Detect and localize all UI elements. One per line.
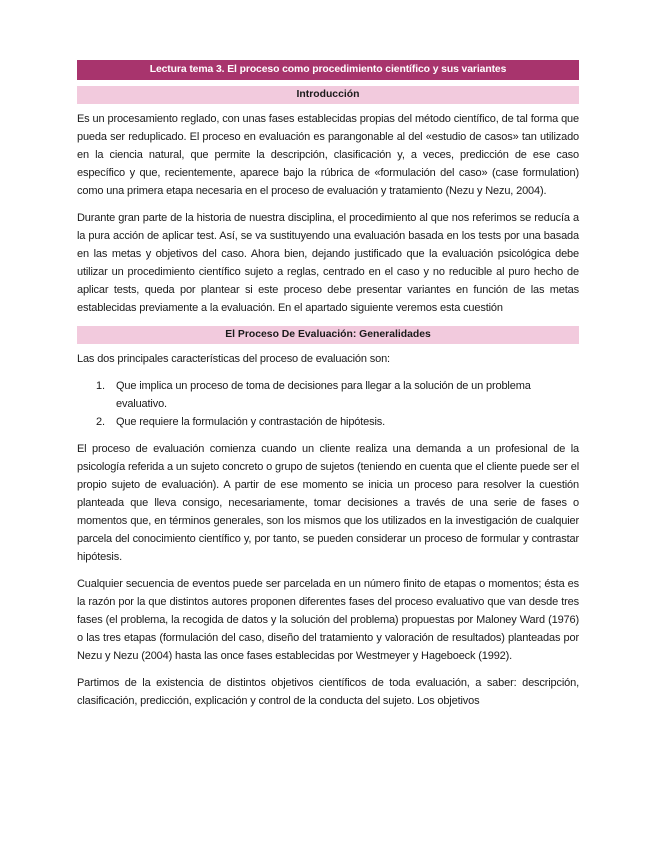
list-item-text: Que requiere la formulación y contrastación de hipótesis. [116, 416, 386, 428]
characteristics-list [77, 377, 579, 431]
paragraph-gap [77, 317, 579, 326]
document-title: Lectura tema 3. El proceso como procedimiento científico y sus variantes [77, 60, 579, 80]
section-heading-generalidades: El Proceso De Evaluación: Generalidades [77, 326, 579, 344]
list-item-text: Que implica un proceso de toma de decisiones para llegar a la solución de un problema evaluativo. [116, 380, 531, 410]
section-heading-introduccion: Introducción [77, 86, 579, 104]
list-item-number: 2. [96, 416, 105, 428]
generalidades-paragraph-2: Cualquier secuencia de eventos puede ser parcelada en un número finito de etapas o momentos; ésta es la razón por la que distintos autores proponen diferentes fases del proceso evaluativo que van desde tres fases (el problema, la recogida de datos y la solución del problema) propuestas por Maloney Ward (1976) o las tres etapas (formulación del caso, diseño del tratamiento y valoración de resultados) planteadas por Nezu y Nezu (2004) hasta las once fases establecidas por Westmeyer y Hageboeck (1992). [77, 578, 579, 662]
paragraph-gap [77, 431, 579, 440]
paragraph-gap [77, 665, 579, 674]
list-item [77, 377, 576, 413]
list-item-number: 1. [96, 380, 105, 392]
paragraph-gap [77, 200, 579, 209]
paragraph-gap [77, 368, 579, 377]
paragraph-gap [77, 566, 579, 575]
list-item [77, 413, 576, 431]
intro-paragraph-2: Durante gran parte de la historia de nuestra disciplina, el procedimiento al que nos referimos se reducía a la pura acción de aplicar test. Así, se va sustituyendo una evaluación basada en los tests por una basada en las metas y objetivos del caso. Ahora bien, dejando justificado que la evaluación psicológica debe utilizar un procedimiento científico sujeto a reglas, centrado en el caso y no reducible al puro hecho de aplicar tests, queda por plantear si este proceso debe presentar variantes en función de las metas establecidas previamente a la evaluación. En el apartado siguiente veremos esta cuestión [77, 212, 579, 314]
intro-paragraph-1: Es un procesamiento reglado, con unas fases establecidas propias del método científico, de tal forma que pueda ser reduplicado. El proceso en evaluación es parangonable al del «estudio de casos» tan utilizado en la ciencia natural, que permite la descripción, clasificación y, a veces, predicción de ese caso específico y que, recientemente, aparece bajo la rúbrica de «formulación del caso» (case formulation) como una primera etapa necesaria en el proceso de evaluación y tratamiento (Nezu y Nezu, 2004). [77, 113, 579, 197]
generalidades-paragraph-3: Partimos de la existencia de distintos objetivos científicos de toda evaluación, a saber: descripción, clasificación, predicción, explicación y control de la conducta del sujeto. Los objetivos [77, 677, 579, 707]
generalidades-paragraph-1: El proceso de evaluación comienza cuando un cliente realiza una demanda a un profesional de la psicología referida a un sujeto concreto o grupo de sujetos (teniendo en cuenta que el cliente puede ser el propio sujeto de evaluación). A partir de ese momento se inicia un proceso para resolver la cuestión planteada que lleva consigo, necesariamente, tomar decisiones a través de una serie de fases o momentos que, en términos generales, son los mismos que los utilizados en la investigación de cualquier parcela del conocimiento científico y, por tanto, se pueden considerar un proceso de formular y contrastar hipótesis. [77, 443, 579, 563]
document-page [77, 60, 579, 710]
generalidades-intro: Las dos principales características del proceso de evaluación son: [77, 353, 390, 365]
